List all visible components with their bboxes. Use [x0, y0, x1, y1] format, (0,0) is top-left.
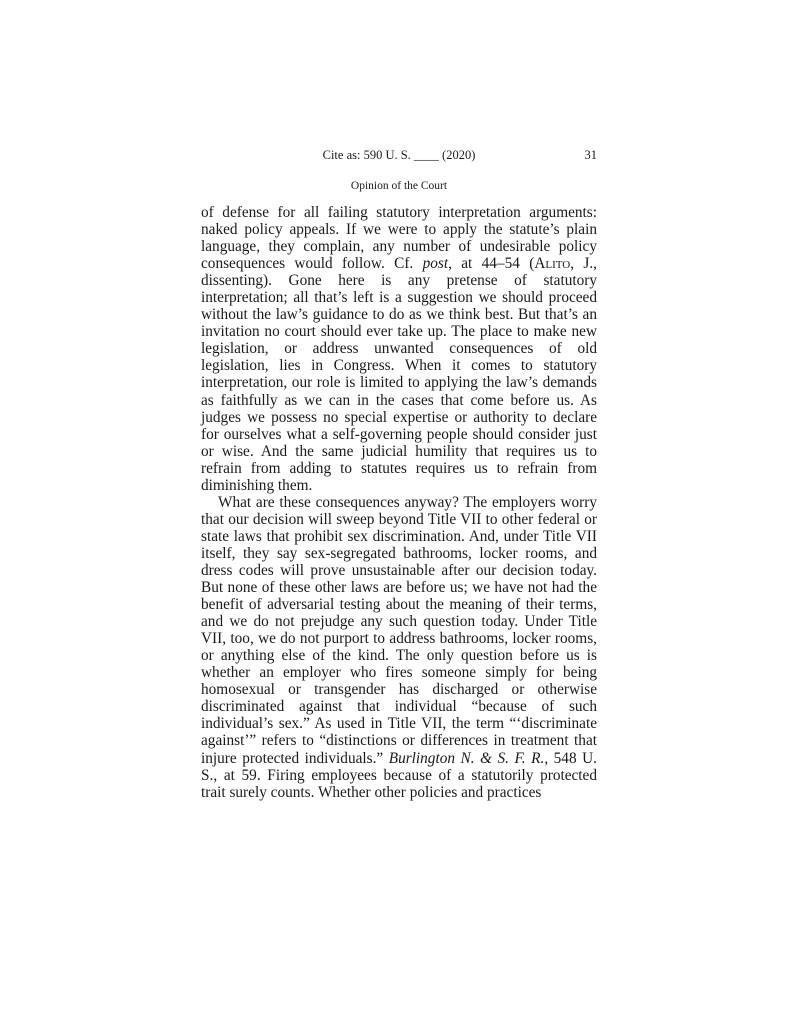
citation-header: Cite as: 590 U. S. ____ (2020) [322, 148, 476, 162]
section-heading: Opinion of the Court [350, 180, 448, 192]
paragraph-2-text-a: What are these consequences anyway? The employers worry that our decision will sweep beyond Title VII to other federal or state laws that prohibit sex discrimination. And, under Title VII itself, they say sex-segregated bathrooms, locker rooms, and dress codes will prove unsustainable after our decision today. But none of these other laws are before us; we have not had the benefit of adversarial testing about the meaning of their terms, and we do not prejudge any such question today. Under Title VII, too, we do not purport to address bathrooms, locker rooms, or anything else of the kind. The only question before us is whether an employer who fires someone simply for being homosexual or transgender has discharged or otherwise discriminated against that individual “because of such individual’s sex.” As used in Title VII, the term “‘discriminate against’” refers to “distinctions or differences in treatment that injure protected individuals.” [201, 493, 597, 767]
paragraph-1-text-b: , at 44–54 ( [448, 255, 535, 273]
paragraph-1 [201, 204, 597, 494]
justice-name: Alito [534, 255, 571, 273]
paragraph-2-text-b: , 548 U. S., at 59. Firing employees because of a statutorily protected trait surely counts. Whether other policies and practices [201, 749, 597, 801]
case-citation: Burlington N. & S. F. R. [388, 749, 545, 767]
paragraph-2 [201, 494, 597, 801]
paragraph-1-text-c: , J., dissenting). Gone here is any pretense of statutory interpretation; all that’s left is a suggestion we should proceed without the law’s guidance to do as we think best. But that’s an invitation no court should ever take up. The place to make new legislation, or address unwanted consequences of old legislation, lies in Congress. When it comes to statutory interpretation, our role is limited to applying the law’s demands as faithfully as we can in the cases that come before us. As judges we possess no special expertise or authority to declare for ourselves what a self-governing people should consider just or wise. And the same judicial humility that requires us to refrain from adding to statutes requires us to refrain from diminishing them. [201, 255, 597, 494]
opinion-body [201, 204, 597, 801]
post-citation: post [422, 255, 449, 273]
paragraph-1-text-a: of defense for all failing statutory interpretation arguments: naked policy appeals. If we were to apply the statute’s plain language, they complain, any number of undesirable policy consequences would follow. Cf. [201, 204, 597, 273]
running-head [201, 148, 597, 166]
page-number: 31 [584, 148, 597, 162]
